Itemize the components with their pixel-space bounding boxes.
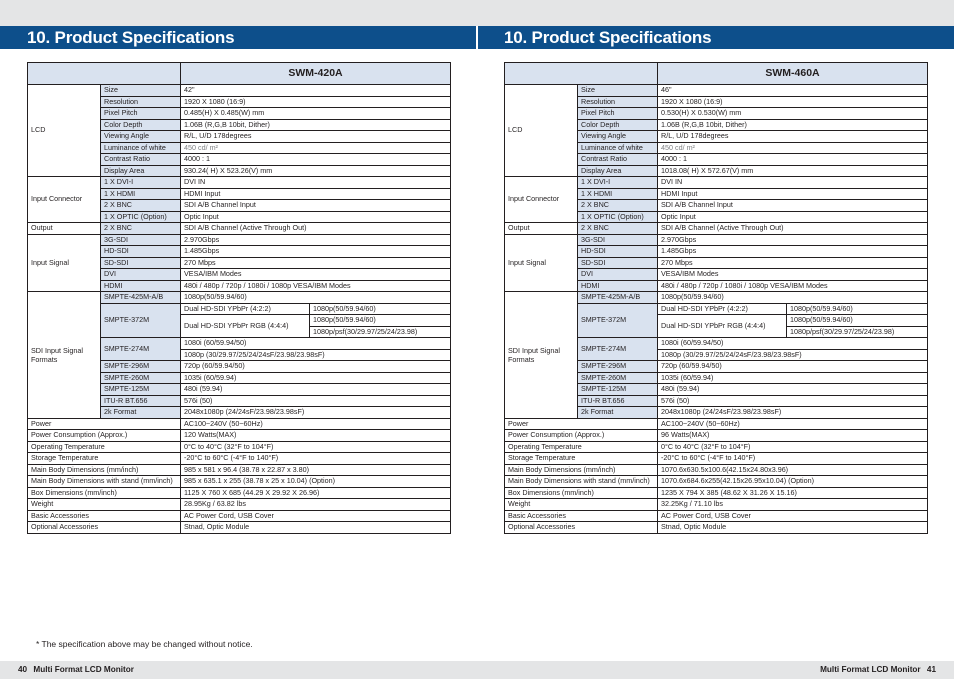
spec-value: 2.970Gbps <box>658 234 928 246</box>
spec-label: SMPTE-274M <box>578 338 658 361</box>
spec-value: 1.485Gbps <box>181 246 451 258</box>
general-label: Box Dimensions (mm/inch) <box>505 487 658 499</box>
spec-value: 480i (59.94) <box>658 384 928 396</box>
spec-label: 1 X OPTIC (Option) <box>578 211 658 223</box>
spec-value: Optic Input <box>658 211 928 223</box>
general-value: AC Power Cord, USB Cover <box>181 510 451 522</box>
spec-label: Size <box>101 85 181 97</box>
spec-label: 2 X BNC <box>101 200 181 212</box>
general-value: 1235 X 794 X 385 (48.62 X 31.26 X 15.16) <box>658 487 928 499</box>
page-number-left: 40 <box>18 665 28 674</box>
spec-label: SMPTE-372M <box>578 303 658 338</box>
spec-table-right <box>504 62 928 534</box>
spec-value: 1018.08( H) X 572.67(V) mm <box>658 165 928 177</box>
page-title-right: 10. Product Specifications <box>477 26 954 49</box>
table-row <box>28 464 451 476</box>
spec-value: 42" <box>181 85 451 97</box>
table-row <box>28 430 451 442</box>
general-label: Power Consumption (Approx.) <box>28 430 181 442</box>
spec-value: 1080p(50/59.94/60) <box>310 303 451 315</box>
spec-label: Size <box>578 85 658 97</box>
general-value: 32.25Kg / 71.10 lbs <box>658 499 928 511</box>
header-row <box>505 63 928 85</box>
spec-label: HDMI <box>101 280 181 292</box>
header-row <box>28 63 451 85</box>
spec-value: 1035i (60/59.94) <box>658 372 928 384</box>
table-row <box>505 510 928 522</box>
spec-value: 1080i (60/59.94/50) <box>181 338 451 350</box>
spec-label: SMPTE-296M <box>101 361 181 373</box>
spec-value: 576i (50) <box>181 395 451 407</box>
spec-label: 1 X DVI-I <box>578 177 658 189</box>
table-row <box>28 487 451 499</box>
table-row <box>28 234 451 246</box>
spec-label: ITU-R BT.656 <box>101 395 181 407</box>
general-label: Power <box>28 418 181 430</box>
table-row <box>28 223 451 235</box>
category-lcd: LCD <box>28 85 101 177</box>
general-value: 28.95Kg / 63.82 lbs <box>181 499 451 511</box>
category-output: Output <box>28 223 101 235</box>
spec-label: Color Depth <box>101 119 181 131</box>
general-label: Optional Accessories <box>28 522 181 534</box>
general-value: Stnad, Optic Module <box>658 522 928 534</box>
category-input-signal: Input Signal <box>505 234 578 292</box>
table-row <box>505 85 928 97</box>
spec-value: SDI A/B Channel (Active Through Out) <box>658 223 928 235</box>
spec-value: 2048x1080p (24/24sF/23.98/23.98sF) <box>181 407 451 419</box>
spec-label: Color Depth <box>578 119 658 131</box>
spec-value: 270 Mbps <box>658 257 928 269</box>
table-row <box>505 292 928 304</box>
general-value: 0°C to 40°C (32°F to 104°F) <box>658 441 928 453</box>
spec-label: SMPTE-372M <box>101 303 181 338</box>
general-value: 985 x 581 x 96.4 (38.78 x 22.87 x 3.80) <box>181 464 451 476</box>
spec-value: HDMI Input <box>658 188 928 200</box>
table-row <box>28 418 451 430</box>
spec-value: 1080p(50/59.94/60) <box>658 292 928 304</box>
table-row <box>505 487 928 499</box>
spec-label: Display Area <box>578 165 658 177</box>
general-label: Weight <box>28 499 181 511</box>
spec-value: R/L, U/D 178degrees <box>181 131 451 143</box>
general-label: Main Body Dimensions (mm/inch) <box>28 464 181 476</box>
spec-value: VESA/IBM Modes <box>658 269 928 281</box>
general-value: -20°C to 60°C (-4°F to 140°F) <box>658 453 928 465</box>
spec-label: HDMI <box>578 280 658 292</box>
spec-value: 4000 : 1 <box>658 154 928 166</box>
table-row <box>505 234 928 246</box>
spec-value: 576i (50) <box>658 395 928 407</box>
spec-sublabel: Dual HD-SDI YPbPr (4:2:2) <box>181 303 310 315</box>
model-name: SWM-420A <box>181 63 451 85</box>
spec-sublabel: Dual HD-SDI YPbPr (4:2:2) <box>658 303 787 315</box>
table-row <box>505 177 928 189</box>
spec-label: 1 X HDMI <box>101 188 181 200</box>
category-sdi-formats: SDI Input Signal Formats <box>505 292 578 419</box>
spec-value: 46" <box>658 85 928 97</box>
category-output: Output <box>505 223 578 235</box>
spec-value: 1080p/psf(30/29.97/25/24/23.98) <box>310 326 451 338</box>
general-value: AC100~240V (50~60Hz) <box>658 418 928 430</box>
spec-label: 1 X OPTIC (Option) <box>101 211 181 223</box>
spec-value: 1920 X 1080 (16:9) <box>181 96 451 108</box>
category-sdi-formats: SDI Input Signal Formats <box>28 292 101 419</box>
spec-label: 3G-SDI <box>101 234 181 246</box>
spec-value: 1.485Gbps <box>658 246 928 258</box>
table-row <box>28 476 451 488</box>
model-name: SWM-460A <box>658 63 928 85</box>
general-label: Operating Temperature <box>28 441 181 453</box>
spec-label: SMPTE-296M <box>578 361 658 373</box>
spec-label: Viewing Angle <box>578 131 658 143</box>
spec-label: Pixel Pitch <box>101 108 181 120</box>
spec-label: 1 X DVI-I <box>101 177 181 189</box>
general-value: AC Power Cord, USB Cover <box>658 510 928 522</box>
spec-label: 2 X BNC <box>578 223 658 235</box>
table-row <box>505 418 928 430</box>
footer-right <box>477 661 954 679</box>
spec-label: SD-SDI <box>101 257 181 269</box>
spec-label: 2 X BNC <box>101 223 181 235</box>
general-label: Storage Temperature <box>28 453 181 465</box>
spec-value: HDMI Input <box>181 188 451 200</box>
footer-text-right: Multi Format LCD Monitor <box>820 665 921 674</box>
spec-label: ITU-R BT.656 <box>578 395 658 407</box>
category-input-signal: Input Signal <box>28 234 101 292</box>
general-label: Power <box>505 418 658 430</box>
spec-label: Resolution <box>578 96 658 108</box>
spec-value: 930.24( H) X 523.26(V) mm <box>181 165 451 177</box>
table-row <box>505 476 928 488</box>
general-label: Main Body Dimensions with stand (mm/inch) <box>505 476 658 488</box>
table-row <box>505 522 928 534</box>
spec-sublabel: Dual HD-SDI YPbPr RGB (4:4:4) <box>181 315 310 338</box>
spec-value: 1080p(50/59.94/60) <box>787 315 928 327</box>
footer-text-left: Multi Format LCD Monitor <box>33 665 134 674</box>
spec-value: 270 Mbps <box>181 257 451 269</box>
spec-table-left <box>27 62 451 534</box>
top-band <box>0 0 954 26</box>
disclaimer-note: * The specification above may be changed without notice. <box>36 639 253 649</box>
spec-label: SMPTE-260M <box>578 372 658 384</box>
spec-value: SDI A/B Channel Input <box>181 200 451 212</box>
spec-label: SMPTE-274M <box>101 338 181 361</box>
general-label: Power Consumption (Approx.) <box>505 430 658 442</box>
category-input-connector: Input Connector <box>28 177 101 223</box>
table-row <box>28 441 451 453</box>
general-label: Basic Accessories <box>505 510 658 522</box>
table-row <box>505 441 928 453</box>
spec-label: DVI <box>578 269 658 281</box>
table-row <box>28 292 451 304</box>
table-row <box>28 499 451 511</box>
spec-label: SD-SDI <box>578 257 658 269</box>
general-value: -20°C to 60°C (-4°F to 140°F) <box>181 453 451 465</box>
general-value: 96 Watts(MAX) <box>658 430 928 442</box>
spec-label: 2 X BNC <box>578 200 658 212</box>
table-row <box>28 510 451 522</box>
table-row <box>28 85 451 97</box>
spec-value: DVI IN <box>181 177 451 189</box>
spec-label: HD-SDI <box>101 246 181 258</box>
spec-label: 2k Format <box>101 407 181 419</box>
spec-label: 1 X HDMI <box>578 188 658 200</box>
spec-label: Luminance of white <box>101 142 181 154</box>
spec-label: SMPTE-125M <box>101 384 181 396</box>
general-label: Main Body Dimensions (mm/inch) <box>505 464 658 476</box>
spec-value: 1080p(50/59.94/60) <box>310 315 451 327</box>
general-label: Optional Accessories <box>505 522 658 534</box>
spec-label: 2k Format <box>578 407 658 419</box>
spec-value: 1.06B (R,G,B 10bit, Dither) <box>658 119 928 131</box>
table-row <box>505 430 928 442</box>
spec-label: Viewing Angle <box>101 131 181 143</box>
spec-value: 480i / 480p / 720p / 1080i / 1080p VESA/IBM Modes <box>658 280 928 292</box>
spec-value: 720p (60/59.94/50) <box>658 361 928 373</box>
table-row <box>28 177 451 189</box>
spec-value: 4000 : 1 <box>181 154 451 166</box>
spec-value: 1035i (60/59.94) <box>181 372 451 384</box>
spec-value: 480i (59.94) <box>181 384 451 396</box>
spec-label: Pixel Pitch <box>578 108 658 120</box>
spec-label: SMPTE-125M <box>578 384 658 396</box>
table-row <box>505 453 928 465</box>
general-value: Stnad, Optic Module <box>181 522 451 534</box>
general-value: 1070.6x630.5x100.6(42.15x24.80x3.96) <box>658 464 928 476</box>
spec-value: SDI A/B Channel (Active Through Out) <box>181 223 451 235</box>
spec-value: 450 cd/ m² <box>658 142 928 154</box>
header-blank <box>505 63 658 85</box>
spec-value: 450 cd/ m² <box>181 142 451 154</box>
spec-value: 720p (60/59.94/50) <box>181 361 451 373</box>
general-value: 120 Watts(MAX) <box>181 430 451 442</box>
spec-value: 1080p(50/59.94/60) <box>787 303 928 315</box>
spec-value: 1080i (60/59.94/50) <box>658 338 928 350</box>
spec-label: SMPTE-425M-A/B <box>578 292 658 304</box>
general-label: Weight <box>505 499 658 511</box>
table-row <box>505 499 928 511</box>
general-label: Box Dimensions (mm/inch) <box>28 487 181 499</box>
spec-label: SMPTE-425M-A/B <box>101 292 181 304</box>
spec-label: SMPTE-260M <box>101 372 181 384</box>
general-value: 1125 X 760 X 685 (44.29 X 29.92 X 26.96) <box>181 487 451 499</box>
page-number-right: 41 <box>926 665 936 674</box>
category-lcd: LCD <box>505 85 578 177</box>
general-value: AC100~240V (50~60Hz) <box>181 418 451 430</box>
spec-value: 0.485(H) X 0.485(W) mm <box>181 108 451 120</box>
general-value: 1070.6x684.6x255(42.15x26.95x10.04) (Option) <box>658 476 928 488</box>
table-row <box>505 464 928 476</box>
spec-value: 0.530(H) X 0.530(W) mm <box>658 108 928 120</box>
footer-left <box>0 661 477 679</box>
spec-value: 1080p (30/29.97/25/24/24sF/23.98/23.98sF) <box>658 349 928 361</box>
spec-value: 1080p(50/59.94/60) <box>181 292 451 304</box>
spec-label: HD-SDI <box>578 246 658 258</box>
category-input-connector: Input Connector <box>505 177 578 223</box>
spec-value: 1920 X 1080 (16:9) <box>658 96 928 108</box>
page-gutter <box>476 26 478 49</box>
general-label: Operating Temperature <box>505 441 658 453</box>
table-row <box>28 453 451 465</box>
spec-label: Display Area <box>101 165 181 177</box>
general-label: Main Body Dimensions with stand (mm/inch) <box>28 476 181 488</box>
spec-value: 1080p (30/29.97/25/24/24sF/23.98/23.98sF) <box>181 349 451 361</box>
spec-sublabel: Dual HD-SDI YPbPr RGB (4:4:4) <box>658 315 787 338</box>
spec-label: Luminance of white <box>578 142 658 154</box>
spec-label: Contrast Ratio <box>101 154 181 166</box>
spec-label: DVI <box>101 269 181 281</box>
header-blank <box>28 63 181 85</box>
general-label: Storage Temperature <box>505 453 658 465</box>
spec-value: SDI A/B Channel Input <box>658 200 928 212</box>
spec-value: 1080p/psf(30/29.97/25/24/23.98) <box>787 326 928 338</box>
spec-value: 2.970Gbps <box>181 234 451 246</box>
general-value: 985 x 635.1 x 255 (38.78 x 25 x 10.04) (Option) <box>181 476 451 488</box>
general-label: Basic Accessories <box>28 510 181 522</box>
spec-label: Contrast Ratio <box>578 154 658 166</box>
spec-value: VESA/IBM Modes <box>181 269 451 281</box>
spec-label: 3G-SDI <box>578 234 658 246</box>
page-title-left: 10. Product Specifications <box>0 26 477 49</box>
spec-value: R/L, U/D 178degrees <box>658 131 928 143</box>
table-row <box>505 223 928 235</box>
general-value: 0°C to 40°C (32°F to 104°F) <box>181 441 451 453</box>
spec-value: DVI IN <box>658 177 928 189</box>
table-row <box>28 522 451 534</box>
spec-value: Optic Input <box>181 211 451 223</box>
spec-value: 2048x1080p (24/24sF/23.98/23.98sF) <box>658 407 928 419</box>
spec-label: Resolution <box>101 96 181 108</box>
spec-value: 1.06B (R,G,B 10bit, Dither) <box>181 119 451 131</box>
spec-value: 480i / 480p / 720p / 1080i / 1080p VESA/IBM Modes <box>181 280 451 292</box>
